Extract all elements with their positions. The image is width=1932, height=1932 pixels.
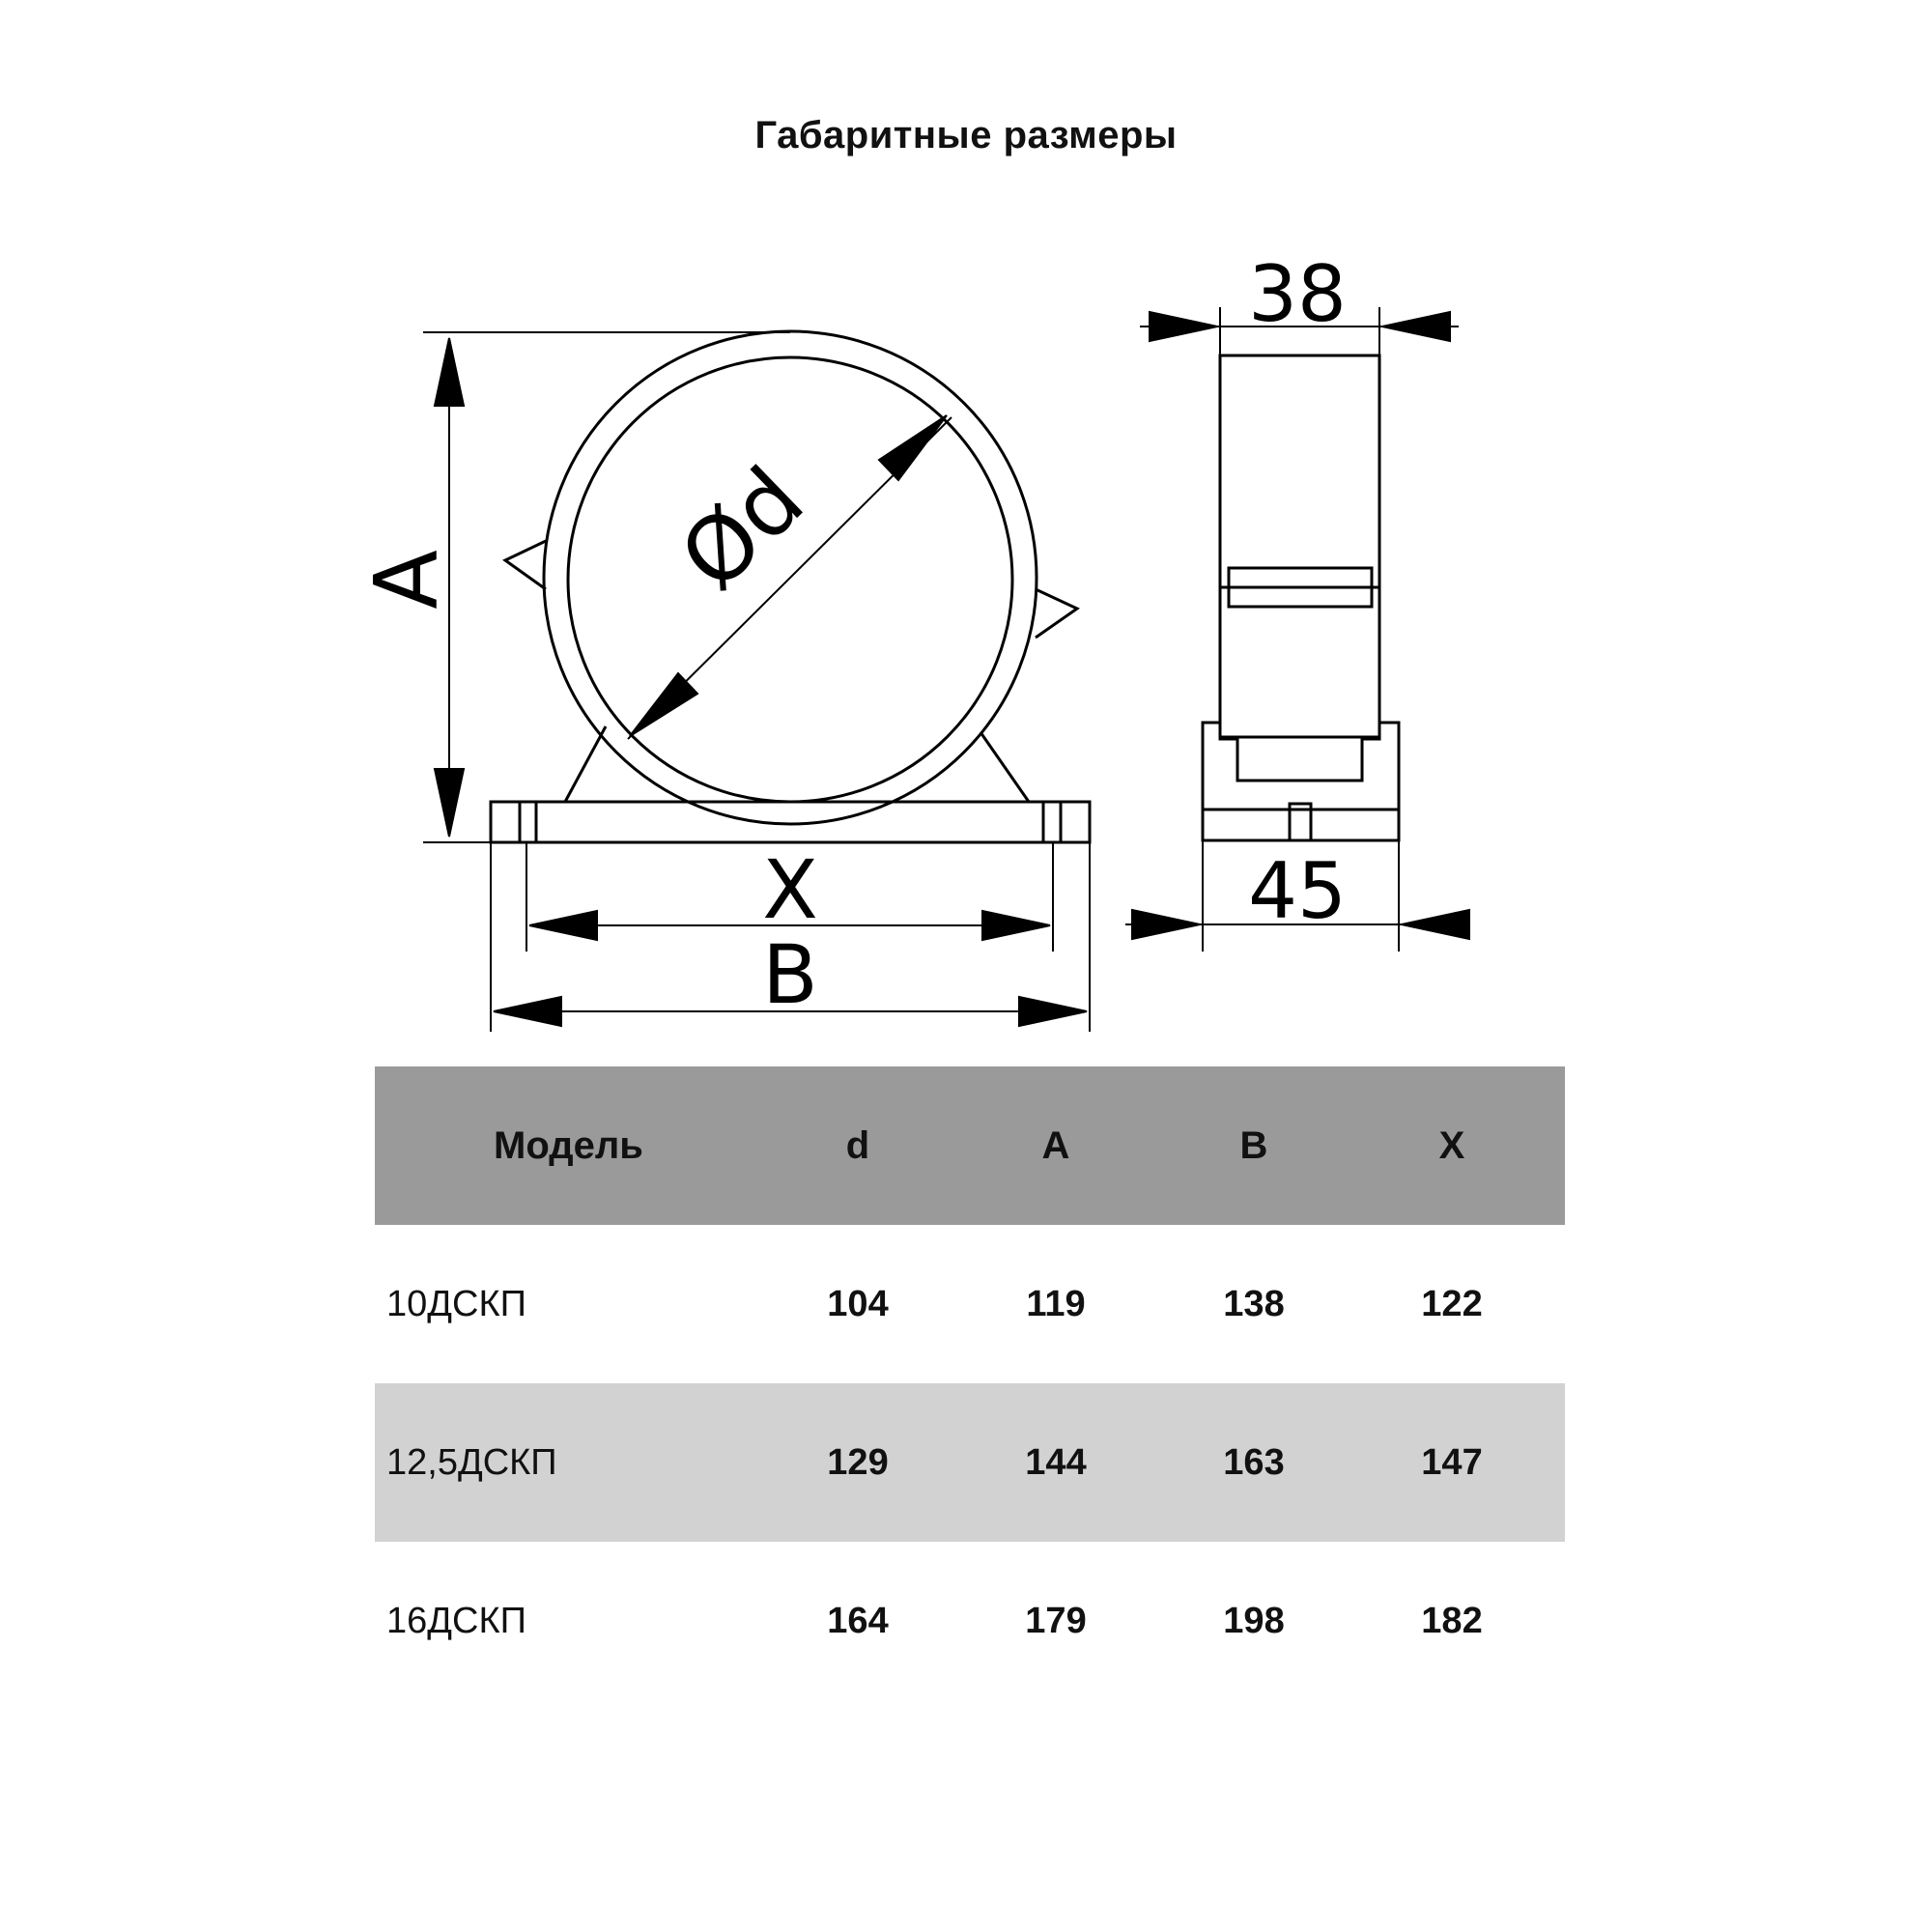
- left-ear: [505, 541, 546, 589]
- header-x: X: [1438, 1124, 1465, 1167]
- label-diameter-d: Ød: [660, 447, 824, 611]
- dimensions-table: [375, 1066, 1565, 1700]
- d-arrow-top: [879, 415, 947, 480]
- w45-arrow-right: [1402, 910, 1469, 939]
- header-a: A: [1041, 1124, 1070, 1167]
- x-arrow-left: [529, 911, 597, 940]
- label-side-38: 38: [1248, 249, 1347, 339]
- x-arrow-right: [982, 911, 1050, 940]
- table-row: [375, 1542, 1565, 1700]
- cell-x: 122: [1421, 1284, 1483, 1324]
- label-side-45: 45: [1248, 846, 1347, 936]
- front-dimensions: [423, 332, 1090, 1032]
- table-row: [375, 1225, 1565, 1383]
- cell-b: 138: [1223, 1284, 1285, 1324]
- side-view: [1203, 355, 1399, 840]
- table-header-row: [375, 1066, 1565, 1225]
- cell-d: 164: [827, 1601, 889, 1641]
- table-row: [375, 1383, 1565, 1542]
- header-model: Модель: [494, 1124, 643, 1167]
- label-width-x: X: [762, 842, 818, 937]
- side-bracket: [1203, 723, 1399, 840]
- base-plate: [491, 802, 1090, 842]
- right-ear: [1036, 589, 1077, 638]
- front-view: [491, 331, 1090, 842]
- d-arrow-bottom: [630, 673, 697, 736]
- b-arrow-right: [1019, 997, 1087, 1026]
- cell-a: 144: [1025, 1442, 1087, 1483]
- w38-arrow-left: [1150, 312, 1217, 341]
- w38-arrow-right: [1382, 312, 1450, 341]
- right-support: [980, 732, 1029, 802]
- cell-model: 10ДСКП: [386, 1284, 526, 1324]
- page-title: Габаритные размеры: [754, 114, 1178, 156]
- cell-a: 179: [1025, 1601, 1087, 1641]
- cell-x: 147: [1421, 1442, 1483, 1483]
- cell-model: 16ДСКП: [386, 1601, 526, 1641]
- cell-d: 104: [827, 1284, 889, 1324]
- cell-x: 182: [1421, 1601, 1483, 1641]
- side-duct-body: [1220, 355, 1379, 587]
- left-support: [565, 726, 606, 802]
- w45-arrow-left: [1132, 910, 1200, 939]
- label-width-b: B: [762, 927, 818, 1022]
- cell-d: 129: [827, 1442, 889, 1483]
- b-arrow-left: [494, 997, 561, 1026]
- header-b: B: [1239, 1124, 1268, 1167]
- cell-model: 12,5ДСКП: [386, 1442, 557, 1483]
- cell-b: 163: [1223, 1442, 1285, 1483]
- side-clip-body: [1220, 587, 1379, 737]
- label-height-a: A: [356, 550, 458, 610]
- cell-b: 198: [1223, 1601, 1285, 1641]
- a-arrow-top: [435, 338, 464, 406]
- cell-a: 119: [1026, 1284, 1086, 1324]
- a-arrow-bottom: [435, 769, 464, 837]
- header-d: d: [845, 1124, 870, 1167]
